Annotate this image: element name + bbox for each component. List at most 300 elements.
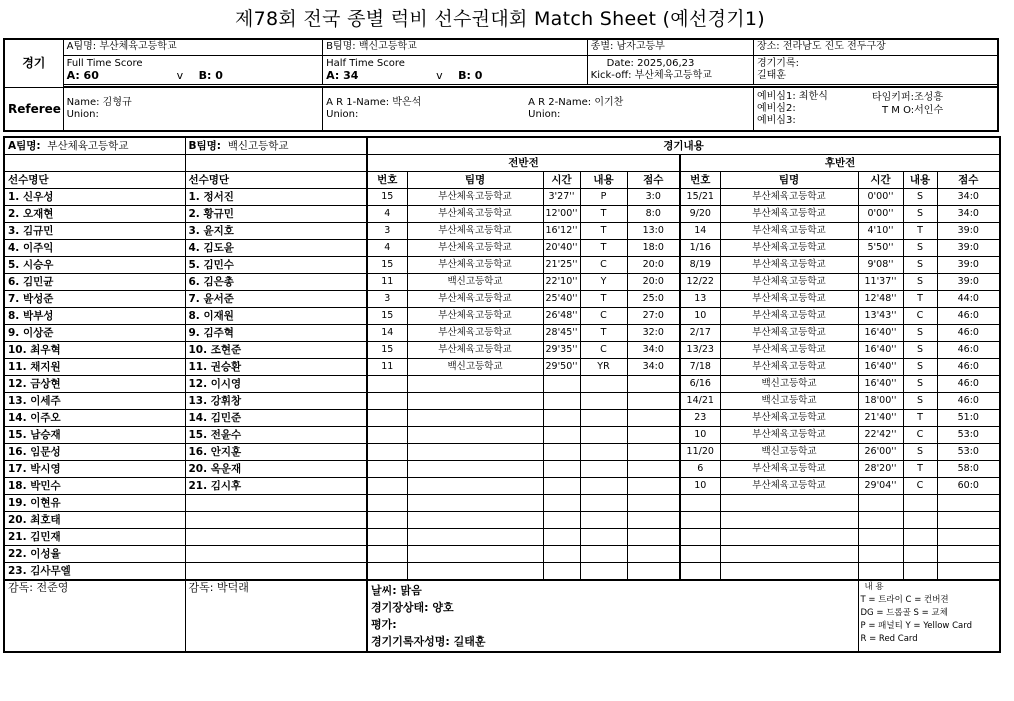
second-half-cell: 0'00'' xyxy=(858,189,903,206)
full-time-v: v xyxy=(176,68,184,82)
half-time-score xyxy=(323,55,588,84)
player-a: 7. 박성준 xyxy=(4,291,185,308)
tmo: T M O:서인수 xyxy=(881,105,944,116)
recorder-label: 경기기록: xyxy=(756,57,799,69)
first-half-cell xyxy=(543,478,580,495)
first-half-cell xyxy=(367,393,407,410)
ar1-name: A R 1-Name: 박은석 xyxy=(326,97,422,108)
full-time-label: Full Time Score xyxy=(66,57,143,69)
table-row xyxy=(4,189,1000,206)
second-half-cell: T xyxy=(903,223,937,240)
second-half-cell: 10 xyxy=(680,427,720,444)
second-half-cell: 13/23 xyxy=(680,342,720,359)
player-a: 18. 박민수 xyxy=(4,478,185,495)
first-half-cell xyxy=(543,546,580,563)
second-half-cell xyxy=(858,563,903,581)
spacer-b xyxy=(185,155,367,172)
player-b: 2. 황규민 xyxy=(185,206,367,223)
player-b: 20. 옥운재 xyxy=(185,461,367,478)
first-half-cell: 백신고등학교 xyxy=(407,359,543,376)
first-half-cell: 부산체육고등학교 xyxy=(407,291,543,308)
table-row xyxy=(4,512,1000,529)
second-half-cell: 부산체육고등학교 xyxy=(720,478,858,495)
second-half-cell: 11/20 xyxy=(680,444,720,461)
player-a: 8. 박부성 xyxy=(4,308,185,325)
second-half-cell: 백신고등학교 xyxy=(720,444,858,461)
match-notes xyxy=(367,580,858,652)
second-half-cell: 7/18 xyxy=(680,359,720,376)
player-b: 8. 이재원 xyxy=(185,308,367,325)
first-half-cell: T xyxy=(580,240,627,257)
second-half-cell xyxy=(903,512,937,529)
first-half-cell xyxy=(543,444,580,461)
first-half-cell: C xyxy=(580,308,627,325)
first-half-cell xyxy=(367,563,407,581)
first-half-cell: 3:0 xyxy=(627,189,680,206)
second-half-cell: 46:0 xyxy=(937,359,1000,376)
referee-label: Referee xyxy=(4,87,63,131)
match-date: Date: 2025,06,23 xyxy=(606,57,695,69)
second-half-cell xyxy=(680,563,720,581)
second-half-cell xyxy=(858,546,903,563)
col-a-header: 선수명단 xyxy=(4,172,185,189)
second-half-cell: 60:0 xyxy=(937,478,1000,495)
second-half-cell: C xyxy=(903,308,937,325)
player-b: 21. 김시후 xyxy=(185,478,367,495)
second-half-cell: S xyxy=(903,189,937,206)
first-half-cell: 22'10'' xyxy=(543,274,580,291)
player-a: 23. 김사무엘 xyxy=(4,563,185,581)
first-half-cell xyxy=(367,529,407,546)
first-half-cell xyxy=(580,563,627,581)
player-b: 15. 전윤수 xyxy=(185,427,367,444)
first-half-cell: 11 xyxy=(367,359,407,376)
second-half-cell: 46:0 xyxy=(937,308,1000,325)
first-half-col-0: 번호 xyxy=(367,172,407,189)
first-half-cell: YR xyxy=(580,359,627,376)
first-half-cell: 20:0 xyxy=(627,274,680,291)
first-half-cell: 25'40'' xyxy=(543,291,580,308)
first-half-col-2: 시간 xyxy=(543,172,580,189)
second-half-cell xyxy=(720,495,858,512)
half-time-v: v xyxy=(436,68,443,82)
first-half-cell xyxy=(407,427,543,444)
second-half-col-1: 팀명 xyxy=(720,172,858,189)
second-half-cell: 0'00'' xyxy=(858,206,903,223)
second-half-cell: S xyxy=(903,359,937,376)
first-half-cell: 12'00'' xyxy=(543,206,580,223)
second-half-cell: 13 xyxy=(680,291,720,308)
second-half-cell xyxy=(720,529,858,546)
second-half-cell: S xyxy=(903,257,937,274)
game-label: 경기 xyxy=(4,39,63,87)
second-half-cell: 6 xyxy=(680,461,720,478)
team-a-value: 부산체육고등학교 xyxy=(47,140,129,152)
second-half-cell: 34:0 xyxy=(937,206,1000,223)
first-half-cell: 3 xyxy=(367,291,407,308)
player-b xyxy=(185,495,367,512)
legend-line: DG = 드롭골 S = 교체 xyxy=(860,608,948,618)
player-a: 1. 신우성 xyxy=(4,189,185,206)
second-half-cell xyxy=(858,495,903,512)
first-half-cell: 29'50'' xyxy=(543,359,580,376)
player-a: 15. 남승재 xyxy=(4,427,185,444)
first-half-cell xyxy=(367,444,407,461)
second-half-cell: 8/19 xyxy=(680,257,720,274)
team-b-value: 백신고등학교 xyxy=(227,140,289,152)
second-half-cell: 14/21 xyxy=(680,393,720,410)
table-row xyxy=(4,325,1000,342)
first-half-col-3: 내용 xyxy=(580,172,627,189)
venue: 장소: 전라남도 진도 전두구장 xyxy=(753,39,998,55)
first-half-cell xyxy=(543,512,580,529)
reserve-2: 예비심2: xyxy=(756,103,796,114)
first-half-cell: T xyxy=(580,291,627,308)
second-half-cell: S xyxy=(903,325,937,342)
coach-b: 감독: 박덕래 xyxy=(185,580,367,652)
first-half-cell: 4 xyxy=(367,206,407,223)
player-b: 3. 윤지호 xyxy=(185,223,367,240)
first-half-cell xyxy=(627,393,680,410)
table-row xyxy=(4,223,1000,240)
field-condition: 경기장상태: 양호 xyxy=(371,601,454,614)
legend-line: T = 트라이 C = 컨버젼 xyxy=(860,595,949,605)
first-half-cell: 28'45'' xyxy=(543,325,580,342)
second-half-cell: 28'20'' xyxy=(858,461,903,478)
second-half-cell xyxy=(720,512,858,529)
second-half-cell: 58:0 xyxy=(937,461,1000,478)
second-half-cell: 26'00'' xyxy=(858,444,903,461)
second-half-cell xyxy=(680,546,720,563)
player-a: 10. 최우혁 xyxy=(4,342,185,359)
roster-team-b xyxy=(185,137,367,155)
second-half-cell: S xyxy=(903,393,937,410)
second-half-col-3: 내용 xyxy=(903,172,937,189)
player-a: 9. 이상준 xyxy=(4,325,185,342)
second-half-cell: 부산체육고등학교 xyxy=(720,359,858,376)
col-b-header: 선수명단 xyxy=(185,172,367,189)
table-row xyxy=(4,393,1000,410)
half-time-b: B: 0 xyxy=(458,68,483,82)
first-half-cell: 15 xyxy=(367,308,407,325)
first-half-cell xyxy=(627,563,680,581)
first-half-cell: 3'27'' xyxy=(543,189,580,206)
table-row xyxy=(4,529,1000,546)
second-half-col-4: 점수 xyxy=(937,172,1000,189)
first-half-cell: C xyxy=(580,257,627,274)
player-a: 3. 김규민 xyxy=(4,223,185,240)
kickoff: Kick-off: 부산체육고등학교 xyxy=(590,69,712,81)
second-half-cell: 부산체육고등학교 xyxy=(720,308,858,325)
table-row xyxy=(4,308,1000,325)
first-half-cell xyxy=(580,427,627,444)
first-half-cell: 부산체육고등학교 xyxy=(407,240,543,257)
second-half-cell: S xyxy=(903,444,937,461)
referee-name: Name: 김형규 xyxy=(66,97,132,108)
reserve-3: 예비심3: xyxy=(756,115,796,126)
legend xyxy=(858,580,1000,652)
second-half-cell: 백신고등학교 xyxy=(720,393,858,410)
first-half-cell xyxy=(580,478,627,495)
second-half-cell: C xyxy=(903,478,937,495)
first-half-cell: 21'25'' xyxy=(543,257,580,274)
first-half-cell xyxy=(580,376,627,393)
player-b: 4. 김도윤 xyxy=(185,240,367,257)
second-half-cell: 46:0 xyxy=(937,393,1000,410)
second-half-cell: 22'42'' xyxy=(858,427,903,444)
second-half-cell: T xyxy=(903,461,937,478)
first-half-cell: 부산체육고등학교 xyxy=(407,342,543,359)
first-half-col-1: 팀명 xyxy=(407,172,543,189)
first-half-cell xyxy=(407,512,543,529)
first-half-cell: 15 xyxy=(367,342,407,359)
second-half-cell: 39:0 xyxy=(937,274,1000,291)
first-half-cell: 부산체육고등학교 xyxy=(407,308,543,325)
second-half-cell: 5'50'' xyxy=(858,240,903,257)
second-half-cell: S xyxy=(903,376,937,393)
first-half-cell xyxy=(627,495,680,512)
player-a: 14. 이주오 xyxy=(4,410,185,427)
first-half-cell xyxy=(627,478,680,495)
table-row xyxy=(4,257,1000,274)
first-half-cell xyxy=(580,546,627,563)
first-half-cell xyxy=(367,410,407,427)
player-a: 20. 최호태 xyxy=(4,512,185,529)
second-half-cell xyxy=(680,512,720,529)
first-half-cell: 16'12'' xyxy=(543,223,580,240)
ar1-union: Union: xyxy=(326,109,359,120)
first-half-cell xyxy=(580,461,627,478)
second-half-cell: C xyxy=(903,427,937,444)
first-half-cell xyxy=(407,376,543,393)
first-half-cell xyxy=(543,495,580,512)
second-half-cell: 부산체육고등학교 xyxy=(720,189,858,206)
second-half-cell: 4'10'' xyxy=(858,223,903,240)
first-half-cell: Y xyxy=(580,274,627,291)
second-half-cell: T xyxy=(903,410,937,427)
second-half-cell xyxy=(903,546,937,563)
second-half-cell: 46:0 xyxy=(937,325,1000,342)
first-half-cell: 백신고등학교 xyxy=(407,274,543,291)
second-half-cell: 12'48'' xyxy=(858,291,903,308)
second-half-cell: 16'40'' xyxy=(858,359,903,376)
ar2-name: A R 2-Name: 이기찬 xyxy=(528,97,624,108)
first-half-cell: 34:0 xyxy=(627,359,680,376)
recorder-cell xyxy=(753,55,998,84)
second-half-cell: S xyxy=(903,240,937,257)
second-half-cell: 46:0 xyxy=(937,342,1000,359)
player-a: 16. 임문성 xyxy=(4,444,185,461)
player-a: 11. 채지원 xyxy=(4,359,185,376)
second-half-cell xyxy=(937,529,1000,546)
player-a: 19. 이현유 xyxy=(4,495,185,512)
second-half-cell: 44:0 xyxy=(937,291,1000,308)
second-half-cell: 34:0 xyxy=(937,189,1000,206)
ar2-union: Union: xyxy=(528,109,561,120)
first-half-cell: 15 xyxy=(367,189,407,206)
table-row xyxy=(4,478,1000,495)
second-half-cell: 10 xyxy=(680,478,720,495)
first-half-cell: 부산체육고등학교 xyxy=(407,257,543,274)
first-half-cell: 18:0 xyxy=(627,240,680,257)
second-half-cell: S xyxy=(903,342,937,359)
first-half-cell xyxy=(407,410,543,427)
second-half-cell: 13'43'' xyxy=(858,308,903,325)
first-half-cell: P xyxy=(580,189,627,206)
first-half-cell: 20:0 xyxy=(627,257,680,274)
table-row xyxy=(4,206,1000,223)
first-half-cell xyxy=(367,495,407,512)
table-row xyxy=(4,546,1000,563)
second-half-cell: 16'40'' xyxy=(858,376,903,393)
first-half-title: 전반전 xyxy=(367,155,680,172)
player-b: 12. 이시영 xyxy=(185,376,367,393)
first-half-cell xyxy=(367,478,407,495)
referee-union: Union: xyxy=(66,109,99,120)
first-half-cell: 4 xyxy=(367,240,407,257)
second-half-cell xyxy=(903,495,937,512)
page-title: 제78회 전국 종별 럭비 선수권대회 Match Sheet (예선경기1) xyxy=(235,8,765,30)
officials-cell xyxy=(753,87,998,131)
full-time-b: B: 0 xyxy=(198,68,223,82)
recorder-signature: 경기기록자성명: 길태훈 xyxy=(371,635,486,648)
first-half-cell: 14 xyxy=(367,325,407,342)
second-half-cell: 부산체육고등학교 xyxy=(720,427,858,444)
first-half-cell xyxy=(580,529,627,546)
second-half-cell xyxy=(903,563,937,581)
spacer-a xyxy=(4,155,185,172)
second-half-cell xyxy=(937,563,1000,581)
first-half-cell: 부산체육고등학교 xyxy=(407,206,543,223)
first-half-cell: 부산체육고등학교 xyxy=(407,223,543,240)
first-half-cell xyxy=(407,461,543,478)
second-half-cell: S xyxy=(903,274,937,291)
second-half-cell xyxy=(903,529,937,546)
full-time-score xyxy=(63,55,323,84)
player-b xyxy=(185,563,367,581)
player-a: 2. 오재현 xyxy=(4,206,185,223)
first-half-cell xyxy=(367,427,407,444)
second-half-cell: 23 xyxy=(680,410,720,427)
second-half-cell: 16'40'' xyxy=(858,325,903,342)
second-half-cell: 부산체육고등학교 xyxy=(720,206,858,223)
second-half-cell xyxy=(858,529,903,546)
second-half-cell: 백신고등학교 xyxy=(720,376,858,393)
second-half-cell: 18'00'' xyxy=(858,393,903,410)
first-half-cell: 29'35'' xyxy=(543,342,580,359)
second-half-cell xyxy=(680,495,720,512)
division: 종별: 남자고등부 xyxy=(587,39,753,55)
first-half-cell: 32:0 xyxy=(627,325,680,342)
table-row xyxy=(4,410,1000,427)
player-b: 9. 김주혁 xyxy=(185,325,367,342)
first-half-cell xyxy=(543,563,580,581)
player-a: 22. 이성율 xyxy=(4,546,185,563)
first-half-col-4: 점수 xyxy=(627,172,680,189)
second-half-col-0: 번호 xyxy=(680,172,720,189)
first-half-cell: 26'48'' xyxy=(543,308,580,325)
second-half-cell xyxy=(858,512,903,529)
legend-line: P = 패널티 Y = Yellow Card xyxy=(860,621,972,631)
table-row xyxy=(4,342,1000,359)
first-half-cell xyxy=(627,512,680,529)
first-half-cell: T xyxy=(580,325,627,342)
player-a: 12. 금상현 xyxy=(4,376,185,393)
second-half-cell: 39:0 xyxy=(937,223,1000,240)
first-half-cell xyxy=(627,376,680,393)
second-half-cell: 16'40'' xyxy=(858,342,903,359)
first-half-cell xyxy=(367,546,407,563)
second-half-cell: 9'08'' xyxy=(858,257,903,274)
second-half-cell xyxy=(937,512,1000,529)
table-row xyxy=(4,495,1000,512)
second-half-cell: 39:0 xyxy=(937,257,1000,274)
player-a: 17. 박시영 xyxy=(4,461,185,478)
first-half-cell xyxy=(543,410,580,427)
first-half-cell: 25:0 xyxy=(627,291,680,308)
first-half-cell: 11 xyxy=(367,274,407,291)
evaluation: 평가: xyxy=(371,618,397,631)
first-half-cell: 20'40'' xyxy=(543,240,580,257)
second-half-cell xyxy=(937,495,1000,512)
player-a: 4. 이주익 xyxy=(4,240,185,257)
second-half-cell: 부산체육고등학교 xyxy=(720,410,858,427)
first-half-cell xyxy=(580,495,627,512)
second-half-cell: 51:0 xyxy=(937,410,1000,427)
player-a: 6. 김민균 xyxy=(4,274,185,291)
second-half-cell: 부산체육고등학교 xyxy=(720,240,858,257)
first-half-cell: 3 xyxy=(367,223,407,240)
first-half-cell xyxy=(407,444,543,461)
roster-team-a xyxy=(4,137,185,155)
first-half-cell xyxy=(580,512,627,529)
player-b xyxy=(185,512,367,529)
first-half-cell xyxy=(407,563,543,581)
team-b-label: B팀명: xyxy=(188,140,221,152)
first-half-cell: T xyxy=(580,223,627,240)
team-a-name: A팀명: 부산체육고등학교 xyxy=(63,39,323,55)
first-half-cell xyxy=(627,410,680,427)
first-half-cell xyxy=(407,546,543,563)
first-half-cell xyxy=(367,461,407,478)
team-b-name: B팀명: 백신고등학교 xyxy=(323,39,588,55)
legend-line: R = Red Card xyxy=(860,634,918,644)
table-row xyxy=(4,563,1000,581)
first-half-cell: 부산체육고등학교 xyxy=(407,189,543,206)
second-half-cell: S xyxy=(903,206,937,223)
second-half-cell: 부산체육고등학교 xyxy=(720,325,858,342)
second-half-cell: 부산체육고등학교 xyxy=(720,257,858,274)
first-half-cell xyxy=(543,427,580,444)
player-a: 5. 시승우 xyxy=(4,257,185,274)
table-row xyxy=(4,274,1000,291)
second-half-cell xyxy=(720,563,858,581)
player-b: 7. 윤서준 xyxy=(185,291,367,308)
player-b: 16. 안지훈 xyxy=(185,444,367,461)
second-half-cell: 11'37'' xyxy=(858,274,903,291)
date-kickoff xyxy=(587,55,753,84)
team-a-label: A팀명: xyxy=(8,140,41,152)
second-half-cell: 6/16 xyxy=(680,376,720,393)
second-half-cell: 부산체육고등학교 xyxy=(720,291,858,308)
second-half-cell: 12/22 xyxy=(680,274,720,291)
second-half-cell: 29'04'' xyxy=(858,478,903,495)
second-half-cell: 부산체육고등학교 xyxy=(720,223,858,240)
player-b: 11. 권승환 xyxy=(185,359,367,376)
second-half-cell: 부산체육고등학교 xyxy=(720,342,858,359)
first-half-cell xyxy=(367,512,407,529)
second-half-cell: 1/16 xyxy=(680,240,720,257)
